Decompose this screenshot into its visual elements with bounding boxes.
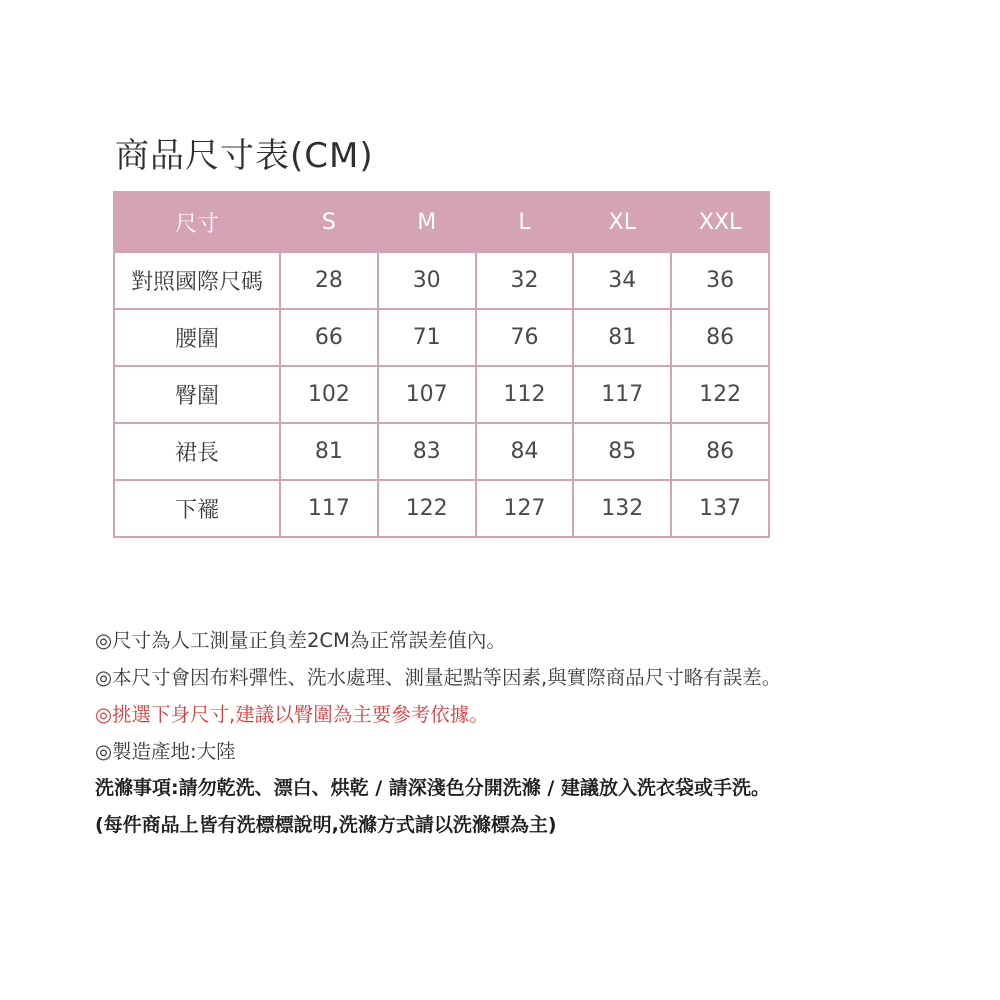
row-label: 下襬 — [114, 480, 280, 537]
note-size-selection-highlight: ◎挑選下身尺寸,建議以臀圍為主要參考依據。 — [95, 703, 489, 726]
table-row — [114, 309, 769, 366]
table-row — [114, 366, 769, 423]
table-row — [114, 423, 769, 480]
table-cell: 36 — [671, 252, 769, 309]
table-cell: 102 — [280, 366, 378, 423]
table-header — [114, 192, 769, 252]
row-label: 對照國際尺碼 — [114, 252, 280, 309]
table-cell: 71 — [378, 309, 476, 366]
header-cell-s: S — [280, 192, 378, 252]
page-title: 商品尺寸表(CM) — [115, 136, 374, 176]
header-cell-size: 尺寸 — [114, 192, 280, 252]
table-row — [114, 480, 769, 537]
table-cell: 28 — [280, 252, 378, 309]
header-cell-m: M — [378, 192, 476, 252]
note-measurement-tolerance: ◎尺寸為人工測量正負差2CM為正常誤差值內。 — [95, 629, 506, 652]
header-cell-xxl: XXL — [671, 192, 769, 252]
header-cell-xl: XL — [573, 192, 671, 252]
table-cell: 84 — [476, 423, 574, 480]
header-row — [114, 192, 769, 252]
table-cell: 81 — [573, 309, 671, 366]
table-cell: 122 — [378, 480, 476, 537]
table-cell: 83 — [378, 423, 476, 480]
table-cell: 76 — [476, 309, 574, 366]
table-cell: 122 — [671, 366, 769, 423]
table-cell: 86 — [671, 423, 769, 480]
table-body — [114, 252, 769, 537]
note-washing-label: (每件商品上皆有洗標標說明,洗滌方式請以洗滌標為主) — [95, 814, 557, 836]
table-cell: 137 — [671, 480, 769, 537]
notes-section — [95, 622, 975, 844]
note-fabric-variance: ◎本尺寸會因布料彈性、洗水處理、測量起點等因素,與實際商品尺寸略有誤差。 — [95, 666, 782, 689]
table-cell: 34 — [573, 252, 671, 309]
note-origin: ◎製造產地:大陸 — [95, 740, 236, 763]
row-label: 臀圍 — [114, 366, 280, 423]
table-cell: 81 — [280, 423, 378, 480]
table-cell: 66 — [280, 309, 378, 366]
row-label: 腰圍 — [114, 309, 280, 366]
size-table — [113, 191, 770, 538]
table-cell: 132 — [573, 480, 671, 537]
table-row — [114, 252, 769, 309]
table-cell: 30 — [378, 252, 476, 309]
table-cell: 112 — [476, 366, 574, 423]
row-label: 裙長 — [114, 423, 280, 480]
header-cell-l: L — [476, 192, 574, 252]
table-cell: 85 — [573, 423, 671, 480]
table-cell: 117 — [280, 480, 378, 537]
table-cell: 32 — [476, 252, 574, 309]
table-cell: 127 — [476, 480, 574, 537]
table-cell: 86 — [671, 309, 769, 366]
table-cell: 117 — [573, 366, 671, 423]
note-washing-instructions: 洗滌事項:請勿乾洗、漂白、烘乾 / 請深淺色分開洗滌 / 建議放入洗衣袋或手洗。 — [95, 777, 770, 799]
table-cell: 107 — [378, 366, 476, 423]
